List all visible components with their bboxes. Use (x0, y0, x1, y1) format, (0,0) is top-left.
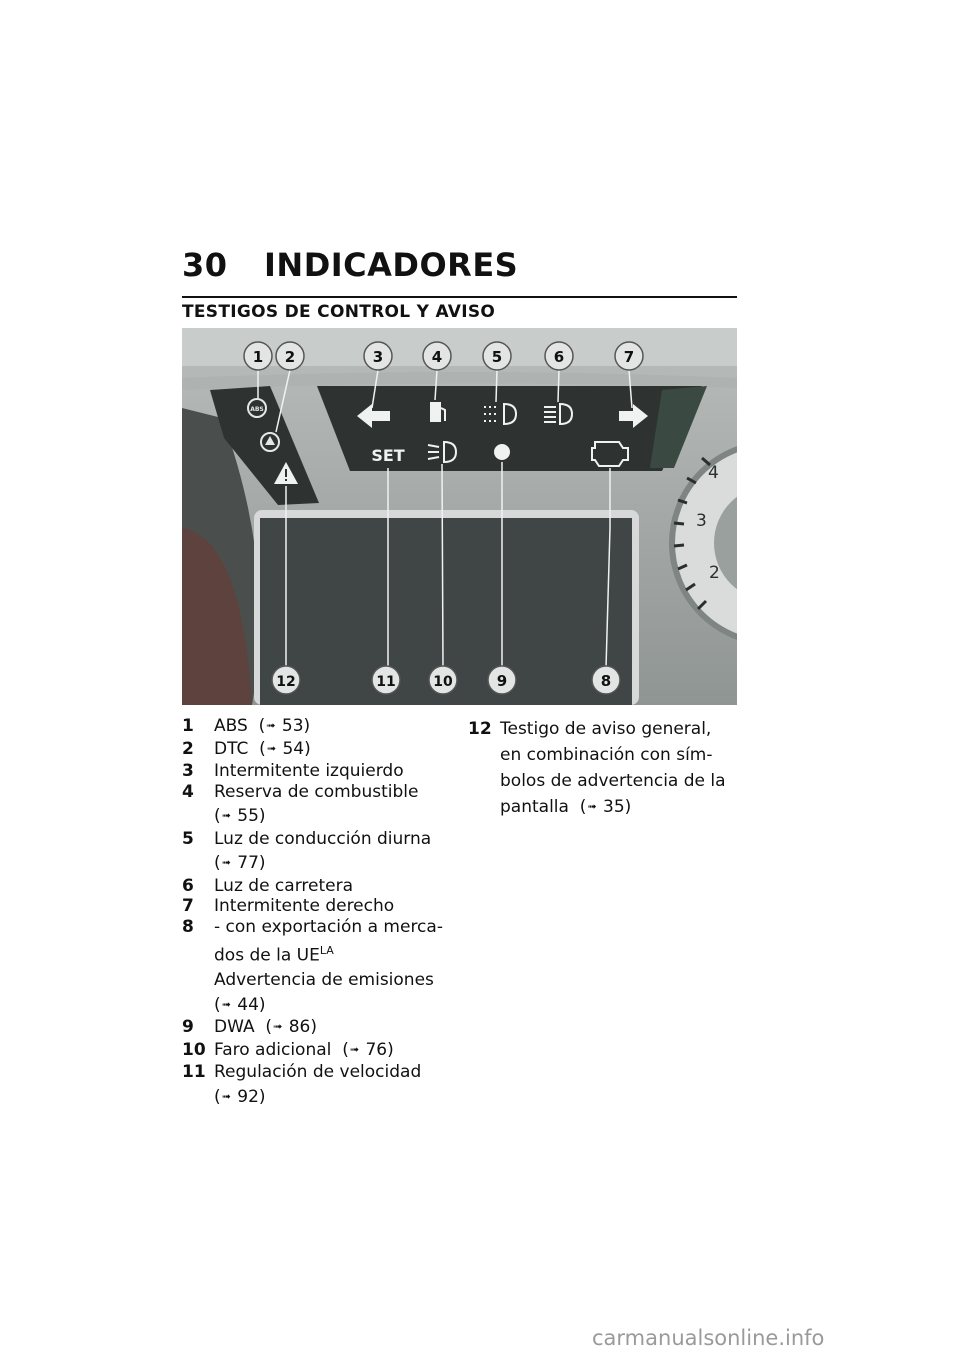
reference-arrow-icon: ➟ (349, 1042, 360, 1056)
callout-4 (423, 342, 451, 370)
svg-text:7: 7 (623, 348, 635, 366)
legend-text: Intermitente izquierdo (214, 761, 404, 781)
callout-6 (545, 342, 573, 370)
legend-text: Faro adicional (214, 1039, 332, 1060)
svg-text:9: 9 (496, 672, 508, 690)
callout-9 (488, 666, 516, 694)
chapter-title: INDICADORES (264, 246, 519, 284)
page-reference[interactable]: (➟ 54) (259, 738, 311, 759)
page-reference[interactable]: (➟ 55) (214, 806, 266, 826)
legend-number: 10 (182, 1039, 206, 1060)
dashboard-figure (182, 328, 737, 705)
reference-arrow-icon: ➟ (273, 1020, 283, 1034)
page-reference[interactable]: (➟ 76) (342, 1039, 394, 1060)
legend-number: 6 (182, 875, 194, 896)
legend-text-emissions: Advertencia de emisiones (214, 970, 434, 991)
svg-text:12: 12 (276, 674, 296, 690)
legend-text: Luz de carretera (214, 875, 353, 896)
legend-number: 1 (182, 716, 194, 736)
callout-5 (483, 342, 511, 370)
legend-item-11 (182, 1062, 446, 1109)
legend-item-1 (182, 716, 446, 739)
dwa-icon (494, 444, 510, 460)
svg-text:11: 11 (376, 674, 396, 690)
legend-text: Regulación de velocidad (214, 1062, 422, 1083)
legend-column-left (182, 716, 446, 1109)
market-code: LA (319, 944, 334, 957)
section-title: TESTIGOS DE CONTROL Y AVISO (182, 302, 496, 322)
legend-item-10 (182, 1040, 446, 1063)
legend-text: DTC (214, 738, 249, 759)
svg-text:5: 5 (491, 348, 503, 366)
legend-item-4 (182, 782, 446, 829)
legend-number: 2 (182, 738, 194, 759)
page-reference[interactable]: (➟ 44) (214, 994, 266, 1015)
callout-2 (276, 342, 304, 370)
legend-item-7 (182, 896, 446, 917)
callout-8 (592, 666, 620, 694)
legend-item-12 (468, 716, 730, 822)
legend-number: 7 (182, 896, 194, 916)
page-reference[interactable]: (➟ 92) (214, 1086, 266, 1107)
reference-arrow-icon: ➟ (266, 719, 276, 732)
callout-12 (272, 666, 300, 694)
legend-text-line: Testigo de aviso general, (500, 719, 712, 739)
legend-item-2 (182, 739, 446, 762)
watermark: carmanualsonline.info (592, 1326, 825, 1350)
legend-text: Reserva de combustible (214, 781, 419, 802)
page-reference[interactable]: (➟ 35) (580, 797, 632, 817)
reference-arrow-icon: ➟ (221, 809, 231, 822)
svg-text:6: 6 (553, 348, 565, 366)
set-icon: SET (371, 446, 405, 465)
callout-3 (364, 342, 392, 370)
legend-number: 8 (182, 916, 194, 937)
gauge-digit-2: 2 (709, 563, 720, 583)
dashboard-illustration (182, 328, 737, 705)
legend-number: 5 (182, 828, 194, 849)
legend-column-right (468, 716, 730, 822)
legend-number: 4 (182, 781, 194, 802)
legend-item-8 (182, 917, 446, 1018)
legend-item-3 (182, 761, 446, 782)
legend-number: 9 (182, 1017, 194, 1038)
reference-arrow-icon: ➟ (221, 1089, 231, 1103)
svg-text:1: 1 (252, 348, 264, 366)
svg-text:8: 8 (600, 672, 612, 690)
legend-text: ABS (214, 716, 248, 736)
reference-arrow-icon: ➟ (266, 741, 277, 755)
chapter-heading (182, 246, 518, 284)
legend-text: DWA (214, 1017, 255, 1038)
legend-text-line: en combinación con sím- (500, 745, 713, 765)
svg-text:10: 10 (433, 674, 453, 690)
section-header (182, 296, 737, 322)
legend-number: 11 (182, 1062, 206, 1083)
legend-text: Intermitente derecho (214, 896, 395, 916)
page-reference[interactable]: (➟ 77) (214, 853, 266, 873)
gauge-digit-3: 3 (696, 511, 707, 531)
chapter-number: 30 (182, 246, 228, 284)
svg-text:2: 2 (284, 348, 296, 366)
page-reference[interactable]: (➟ 53) (258, 716, 311, 736)
legend-item-9 (182, 1017, 446, 1040)
callout-1 (244, 342, 272, 370)
legend-text: Luz de conducción diurna (214, 828, 432, 849)
legend-text-line: pantalla (500, 797, 569, 817)
legend-number: 12 (468, 719, 492, 739)
page-reference[interactable]: (➟ 86) (265, 1017, 317, 1038)
legend-item-5 (182, 829, 446, 876)
reference-arrow-icon: ➟ (221, 856, 231, 869)
legend-text-line: bolos de advertencia de la (500, 771, 726, 791)
callout-7 (615, 342, 643, 370)
gauge-digit-4: 4 (708, 463, 719, 483)
svg-text:3: 3 (372, 348, 384, 366)
callout-11 (372, 666, 400, 694)
legend-text-continued: dos de la UE (214, 945, 320, 966)
legend-number: 3 (182, 761, 194, 781)
reference-arrow-icon: ➟ (221, 997, 231, 1011)
reference-arrow-icon: ➟ (587, 800, 597, 813)
legend-item-6 (182, 876, 446, 897)
svg-text:4: 4 (431, 348, 443, 366)
callout-10 (429, 666, 457, 694)
svg-text:ABS: ABS (250, 406, 264, 413)
legend-text: - con exportación a merca- (214, 916, 443, 937)
